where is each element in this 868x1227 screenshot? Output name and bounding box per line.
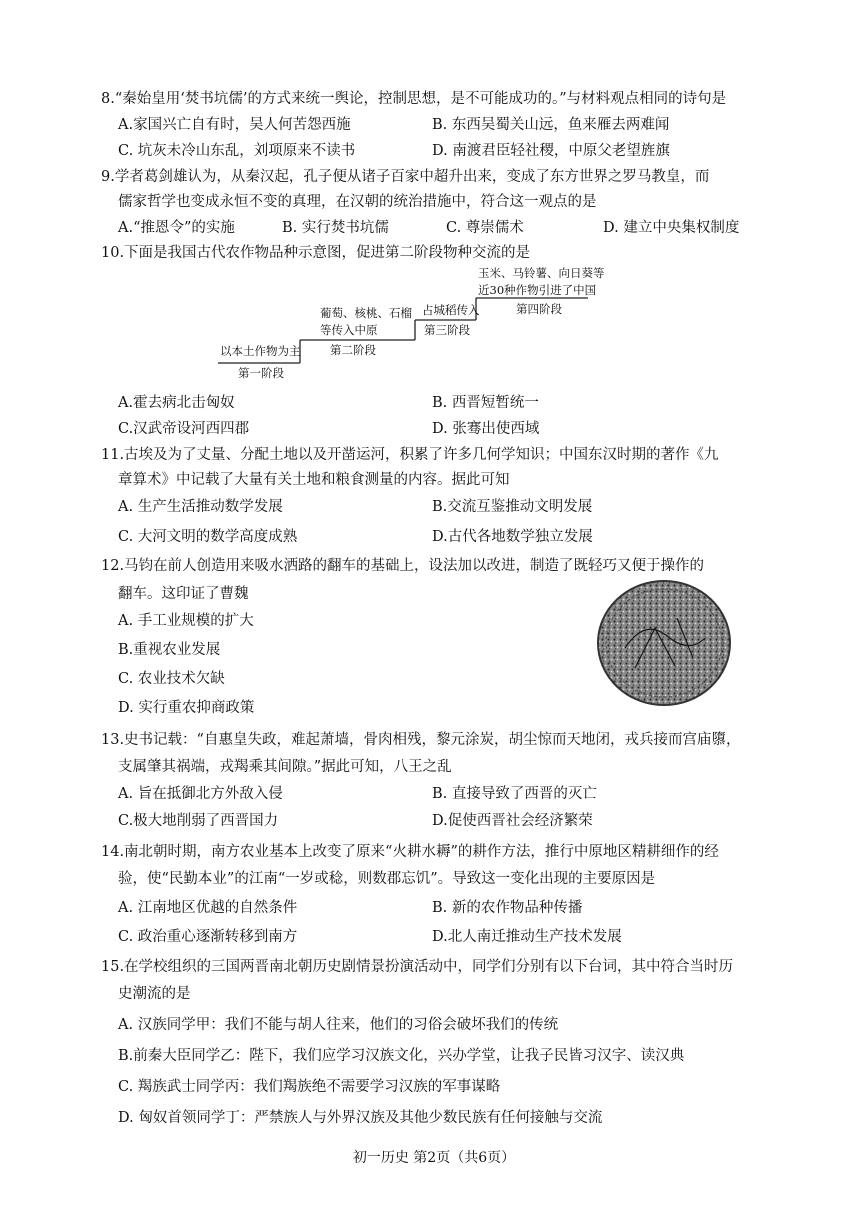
stage2-label: 第二阶段 (330, 343, 376, 357)
q15-option-c: C. 羯族武士同学丙：我们羯族绝不需要学习汉族的军事谋略 (118, 1079, 501, 1095)
q10-option-d: D. 张骞出使西域 (432, 421, 540, 437)
q13-stem-line1: 13.史书记载：“自惠皇失政，难起萧墙，骨肉相残，黎元涂炭，胡尘惊而天地闭，戎兵接而宫庙隳， (101, 732, 741, 748)
q13-option-d: D.促使西晋社会经济繁荣 (432, 813, 593, 829)
q10-option-c: C.汉武帝设河西四郡 (118, 421, 250, 437)
stage2-text-line1: 葡萄、核桃、石榴 (320, 306, 412, 320)
q11-stem-line2: 章算术》中记载了大量有关土地和粮食测量的内容。据此可知 (118, 472, 510, 488)
q9-option-c: C. 尊崇儒术 (446, 220, 524, 236)
stage4-label: 第四阶段 (516, 302, 562, 316)
q11-option-b: B.交流互鉴推动文明发展 (432, 499, 593, 515)
q8-option-a: A.家国兴亡自有时，吴人何苦怨西施 (118, 117, 351, 133)
q11-option-c: C. 大河文明的数学高度成熟 (118, 529, 298, 545)
stage4-text-line2: 近30种作物引进了中国 (478, 283, 597, 297)
q14-stem-line2: 验，使“民勤本业”的江南“一岁或稔，则数郡忘饥”。导致这一变化出现的主要原因是 (118, 871, 656, 887)
q12-option-d: D. 实行重农抑商政策 (118, 700, 255, 716)
stage1-label: 第一阶段 (238, 366, 284, 380)
q13-option-a: A. 旨在抵御北方外敌入侵 (118, 786, 283, 802)
q9-option-a: A.“推恩令”的实施 (118, 220, 235, 236)
q14-stem-line1: 14.南北朝时期，南方农业基本上改变了原来“火耕水耨”的耕作方法，推行中原地区精耕细作的经 (101, 844, 719, 860)
q13-option-c: C.极大地削弱了西晋国力 (118, 813, 279, 829)
q11-stem-line1: 11.古埃及为了丈量、分配土地以及开凿运河，积累了许多几何学知识；中国东汉时期的著作《九 (101, 447, 719, 463)
q10-stem: 10.下面是我国古代农作物品种示意图，促进第二阶段物种交流的是 (101, 245, 531, 261)
q9-stem-line1: 9.学者葛剑雄认为，从秦汉起，孔子便从诸子百家中超升出来，变成了东方世界之罗马教皇，而 (101, 169, 710, 185)
stage1-text: 以本土作物为主 (220, 344, 301, 358)
q9-stem-line2: 儒家哲学也变成永恒不变的真理，在汉朝的统治措施中，符合这一观点的是 (118, 194, 597, 210)
crop-stage-diagram (210, 262, 610, 382)
stage4-text-line1: 玉米、马铃薯、向日葵等 (478, 266, 605, 280)
q13-stem-line2: 支属肇其祸端，戎羯乘其间隙。”据此可知，八王之乱 (118, 759, 452, 775)
q12-stem-line1: 12.马钧在前人创造用来吸水洒路的翻车的基础上，设法加以改进，制造了既轻巧又便于操作的 (101, 558, 705, 574)
q15-option-a: A. 汉族同学甲：我们不能与胡人往来，他们的习俗会破坏我们的传统 (118, 1017, 559, 1033)
q15-stem-line1: 15.在学校组织的三国两晋南北朝历史剧情景扮演活动中，同学们分别有以下台词，其中符合当时历 (101, 959, 734, 975)
q9-option-d: D. 建立中央集权制度 (603, 220, 740, 236)
stage3-label: 第三阶段 (424, 323, 470, 337)
q10-option-a: A.霍去病北击匈奴 (118, 395, 235, 411)
q12-option-c: C. 农业技术欠缺 (118, 671, 225, 687)
q12-option-b: B.重视农业发展 (118, 642, 221, 658)
page-footer: 初一历史 第2页（共6页） (352, 1150, 516, 1166)
stair-lines (210, 262, 610, 382)
q12-stem-line2: 翻车。这印证了曹魏 (118, 586, 249, 602)
q15-option-d: D. 匈奴首领同学丁：严禁族人与外界汉族及其他少数民族有任何接触与交流 (118, 1110, 603, 1126)
q8-stem: 8.“秦始皇用‘焚书坑儒’的方式来统一舆论，控制思想，是不可能成功的。”与材料观点相同的诗句是 (101, 91, 727, 107)
q14-option-b: B. 新的农作物品种传播 (432, 900, 583, 916)
q11-option-a: A. 生产生活推动数学发展 (118, 499, 283, 515)
q12-option-a: A. 手工业规模的扩大 (118, 613, 254, 629)
q15-option-b: B.前秦大臣同学乙：陛下，我们应学习汉族文化，兴办学堂，让我子民皆习汉字、读汉典 (118, 1048, 685, 1064)
q8-option-b: B. 东西吴蜀关山远，鱼来雁去两难闻 (432, 117, 670, 133)
q8-option-c: C. 坑灰未冷山东乱，刘项原来不读书 (118, 143, 356, 159)
stage2-text-line2: 等传入中原 (320, 323, 378, 337)
q15-stem-line2: 史潮流的是 (118, 986, 191, 1002)
q14-option-c: C. 政治重心逐渐转移到南方 (118, 929, 298, 945)
q14-option-a: A. 江南地区优越的自然条件 (118, 900, 298, 916)
stage3-text: 占城稻传入 (422, 303, 480, 317)
q13-option-b: B. 直接导致了西晋的灭亡 (432, 786, 597, 802)
q8-option-d: D. 南渡君臣轻社稷，中原父老望旌旗 (432, 143, 670, 159)
waterwheel-rubbing-image (595, 578, 733, 708)
q14-option-d: D.北人南迁推动生产技术发展 (432, 929, 622, 945)
q11-option-d: D.古代各地数学独立发展 (432, 529, 593, 545)
q9-option-b: B. 实行焚书坑儒 (282, 220, 389, 236)
q10-option-b: B. 西晋短暂统一 (432, 395, 539, 411)
